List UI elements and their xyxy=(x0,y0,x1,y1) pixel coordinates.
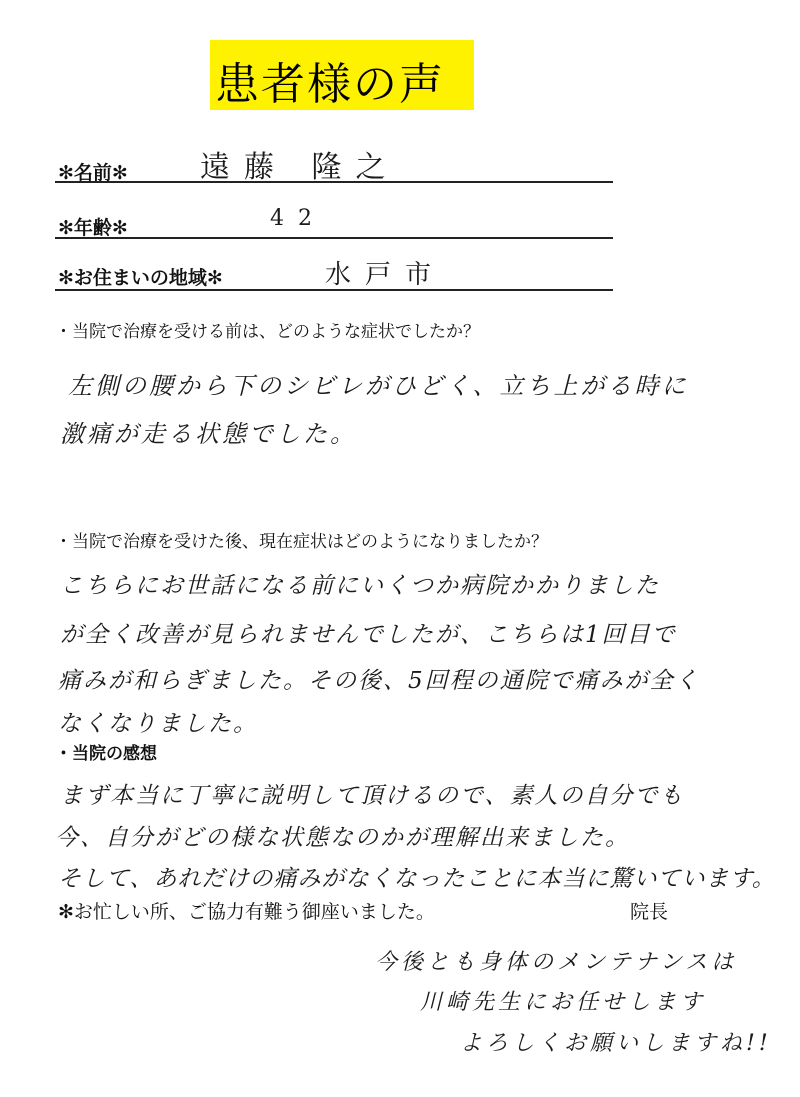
answer-before-line-2: 激痛が走る状態でした。 xyxy=(60,420,357,448)
answer-after-line-4: なくなりました。 xyxy=(58,711,258,737)
answer-impression-line-3: そして、あれだけの痛みがなくなったことに本当に驚いています。 xyxy=(58,866,776,892)
question-impression: ・当院の感想 xyxy=(55,744,157,764)
answer-after-line-1: こちらにお世話になる前にいくつか病院かかりました xyxy=(60,573,660,599)
age-rule xyxy=(55,237,613,239)
question-before: ・当院で治療を受ける前は、どのような症状でしたか？ xyxy=(55,322,480,342)
director-reply-line-3: よろしくお願いしますね!! xyxy=(460,1031,772,1056)
age-value: 42 xyxy=(270,206,326,231)
director-reply-line-2: 川崎先生にお任せします xyxy=(420,990,707,1015)
name-label: ✻名前✻ xyxy=(58,162,128,184)
area-rule xyxy=(55,289,613,291)
page-title: 患者様の声 xyxy=(215,59,445,110)
age-label: ✻年齢✻ xyxy=(58,217,128,239)
answer-impression-line-1: まず本当に丁寧に説明して頂けるので、素人の自分でも xyxy=(60,783,685,809)
area-label: ✻お住まいの地域✻ xyxy=(58,267,223,289)
question-after: ・当院で治療を受けた後、現在症状はどのようになりましたか？ xyxy=(55,532,548,552)
closing-message: ✻お忙しい所、ご協力有難う御座いました。 xyxy=(58,901,435,923)
answer-after-line-3: 痛みが和らぎました。その後、5回程の通院で痛みが全く xyxy=(58,668,700,694)
name-rule xyxy=(55,181,613,183)
answer-impression-line-2: 今、自分がどの様な状態なのかが理解出来ました。 xyxy=(55,825,630,851)
director-label: 院長 xyxy=(630,901,669,923)
director-reply-line-1: 今後とも身体のメンテナンスは xyxy=(375,950,738,975)
answer-after-line-2: が全く改善が見られませんでしたが、こちらは1回目で xyxy=(60,622,677,648)
answer-before-line-1: 左側の腰から下のシビレがひどく、立ち上がる時に xyxy=(68,372,689,400)
area-value: 水戸市 xyxy=(325,260,446,290)
name-value: 遠藤 隆之 xyxy=(200,150,400,185)
